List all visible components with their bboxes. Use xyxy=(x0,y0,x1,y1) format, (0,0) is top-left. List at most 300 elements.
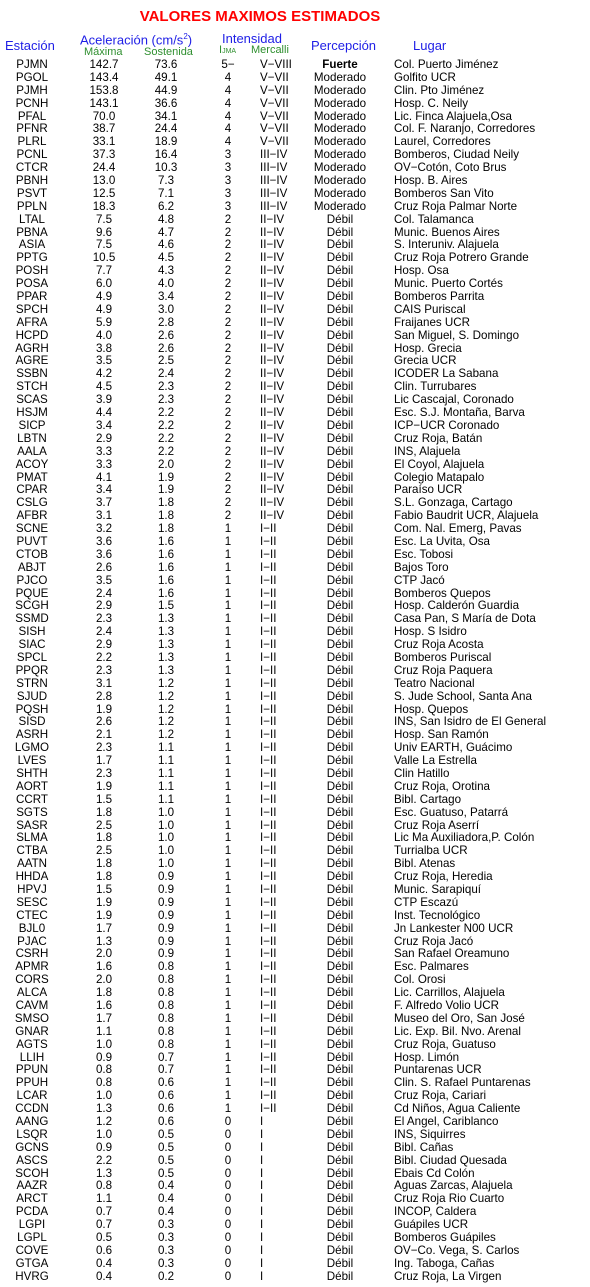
intensity-jma: 3 xyxy=(224,174,232,188)
location: Esc. S.J. Montaña, Barva xyxy=(394,406,525,420)
perception: Débil xyxy=(326,509,354,523)
station-code: PPUN xyxy=(15,1063,49,1077)
table-row xyxy=(0,575,590,588)
perception: Débil xyxy=(326,818,354,832)
intensity-mercalli: I−II xyxy=(260,818,277,832)
accel-sustained: 1.2 xyxy=(157,676,175,690)
intensity-mercalli: I−II xyxy=(260,857,277,871)
location: Col. Talamanca xyxy=(394,212,474,226)
accel-sustained: 0.4 xyxy=(157,1179,175,1193)
accel-sustained: 73.6 xyxy=(154,58,178,71)
intensity-jma: 1 xyxy=(224,599,232,613)
intensity-mercalli: I−II xyxy=(260,960,277,974)
location: Bibl. Cartago xyxy=(394,792,462,806)
intensity-jma: 1 xyxy=(224,895,232,909)
location: Munic. Puerto Cortés xyxy=(394,277,503,291)
location: Aguas Zarcas, Alajuela xyxy=(394,1179,513,1193)
intensity-mercalli: II−IV xyxy=(260,509,285,523)
intensity-jma: 1 xyxy=(224,921,232,935)
accel-max: 1.2 xyxy=(95,1115,113,1129)
table-row xyxy=(0,1271,590,1284)
intensity-jma: 1 xyxy=(224,947,232,961)
location: Hosp. Calderón Guardia xyxy=(394,599,520,613)
station-code: AFBR xyxy=(16,509,48,523)
table-row xyxy=(0,98,590,111)
station-table xyxy=(0,59,590,1284)
perception: Débil xyxy=(326,638,354,652)
intensity-mercalli: II−IV xyxy=(260,315,285,329)
station-code: PSVT xyxy=(16,186,48,200)
intensity-mercalli: I−II xyxy=(260,728,277,742)
subheader-ijma xyxy=(219,44,236,56)
station-code: SISH xyxy=(18,625,46,639)
intensity-mercalli: II−IV xyxy=(260,290,285,304)
station-code: SICP xyxy=(18,418,46,432)
location: Colegio Matapalo xyxy=(394,470,485,484)
accel-sustained: 1.6 xyxy=(157,560,175,574)
accel-sustained: 0.9 xyxy=(157,921,175,935)
location: Esc. Tobosi xyxy=(394,547,454,561)
intensity-mercalli: V−VII xyxy=(260,96,289,110)
accel-max: 2.5 xyxy=(95,818,113,832)
station-code: ASCS xyxy=(16,1153,48,1167)
table-row xyxy=(0,317,590,330)
station-code: CSLG xyxy=(16,496,48,510)
intensity-mercalli: I xyxy=(260,1218,264,1232)
location: CAIS Puriscal xyxy=(394,302,466,316)
accel-sustained: 0.5 xyxy=(157,1127,175,1141)
station-code: PBNH xyxy=(15,174,49,188)
perception: Débil xyxy=(326,212,354,226)
station-code: POSH xyxy=(15,264,49,278)
intensity-jma: 2 xyxy=(224,328,232,342)
intensity-jma: 1 xyxy=(224,1024,232,1038)
accel-max: 1.1 xyxy=(95,1024,113,1038)
perception: Débil xyxy=(326,238,354,252)
perception: Moderado xyxy=(313,186,367,200)
table-row xyxy=(0,536,590,549)
perception: Débil xyxy=(326,741,354,755)
accel-sustained: 6.2 xyxy=(157,199,175,213)
perception: Débil xyxy=(326,857,354,871)
table-row xyxy=(0,433,590,446)
station-code: PJMH xyxy=(16,83,48,97)
subheader-sostenida: Sostenida xyxy=(144,46,193,58)
accel-max: 2.2 xyxy=(95,1153,113,1167)
accel-sustained: 0.8 xyxy=(157,973,175,987)
accel-max: 1.8 xyxy=(95,805,113,819)
table-row xyxy=(0,459,590,472)
intensity-jma: 1 xyxy=(224,754,232,768)
table-row xyxy=(0,871,590,884)
accel-max: 4.5 xyxy=(95,380,113,394)
table-row xyxy=(0,716,590,729)
intensity-jma: 0 xyxy=(224,1231,232,1245)
table-row xyxy=(0,446,590,459)
accel-max: 37.3 xyxy=(92,148,116,162)
station-code: PGOL xyxy=(15,70,49,84)
accel-max: 1.1 xyxy=(95,1192,113,1206)
station-code: AATN xyxy=(16,857,48,871)
location: S.L. Gonzaga, Cartago xyxy=(394,496,513,510)
intensity-jma: 1 xyxy=(224,1089,232,1103)
accel-sustained: 0.6 xyxy=(157,1076,175,1090)
intensity-mercalli: I−II xyxy=(260,947,277,961)
accel-max: 6.0 xyxy=(95,277,113,291)
perception: Débil xyxy=(326,406,354,420)
perception: Débil xyxy=(326,921,354,935)
station-code: ASRH xyxy=(15,728,49,742)
table-row xyxy=(0,1155,590,1168)
intensity-mercalli: II−IV xyxy=(260,418,285,432)
intensity-jma: 2 xyxy=(224,496,232,510)
accel-max: 0.6 xyxy=(95,1243,113,1257)
location: ICODER La Sabana xyxy=(394,367,499,381)
intensity-jma: 1 xyxy=(224,650,232,664)
accel-max: 3.1 xyxy=(95,676,113,690)
subheader-maxima: Máxima xyxy=(84,46,123,58)
intensity-mercalli: II−IV xyxy=(260,341,285,355)
station-code: LCAR xyxy=(16,1089,48,1103)
accel-sustained: 1.0 xyxy=(157,857,175,871)
intensity-jma: 2 xyxy=(224,483,232,497)
table-row xyxy=(0,1219,590,1232)
header-aceleracion-exponent: 2 xyxy=(183,32,188,41)
accel-max: 1.8 xyxy=(95,831,113,845)
intensity-jma: 1 xyxy=(224,534,232,548)
intensity-jma: 0 xyxy=(224,1218,232,1232)
intensity-jma: 1 xyxy=(224,522,232,536)
intensity-mercalli: III−IV xyxy=(260,174,288,188)
location: Ing. Taboga, Cañas xyxy=(394,1256,495,1270)
accel-sustained: 4.7 xyxy=(157,225,175,239)
intensity-jma: 0 xyxy=(224,1205,232,1219)
intensity-jma: 1 xyxy=(224,638,232,652)
accel-max: 2.2 xyxy=(95,650,113,664)
location: Bomberos Puriscal xyxy=(394,650,492,664)
location: Bajos Toro xyxy=(394,560,449,574)
intensity-jma: 1 xyxy=(224,779,232,793)
station-code: CCDN xyxy=(15,1102,49,1116)
intensity-mercalli: I xyxy=(260,1269,264,1283)
station-code: AAZR xyxy=(16,1179,48,1193)
accel-sustained: 0.4 xyxy=(157,1205,175,1219)
location: Col. F. Naranjo, Corredores xyxy=(394,122,536,136)
intensity-mercalli: II−IV xyxy=(260,431,285,445)
perception: Moderado xyxy=(313,174,367,188)
intensity-mercalli: II−IV xyxy=(260,496,285,510)
accel-sustained: 1.2 xyxy=(157,715,175,729)
station-code: SMSO xyxy=(14,1011,50,1025)
accel-sustained: 0.4 xyxy=(157,1192,175,1206)
intensity-jma: 1 xyxy=(224,728,232,742)
perception: Débil xyxy=(326,522,354,536)
perception: Débil xyxy=(326,380,354,394)
accel-sustained: 1.9 xyxy=(157,470,175,484)
accel-sustained: 2.2 xyxy=(157,444,175,458)
accel-sustained: 1.2 xyxy=(157,702,175,716)
location: Lic. Finca Alajuela,Osa xyxy=(394,109,512,123)
location: Clin. S. Rafael Puntarenas xyxy=(394,1076,531,1090)
perception: Débil xyxy=(326,1037,354,1051)
accel-max: 4.0 xyxy=(95,328,113,342)
location: Bibl. Ciudad Quesada xyxy=(394,1153,507,1167)
location: Cruz Roja Paquera xyxy=(394,663,493,677)
location: ICP−UCR Coronado xyxy=(394,418,500,432)
intensity-mercalli: V−VII xyxy=(260,83,289,97)
perception: Débil xyxy=(326,986,354,1000)
header-aceleracion-close: ) xyxy=(187,32,193,48)
accel-max: 3.8 xyxy=(95,341,113,355)
location: Puntarenas UCR xyxy=(394,1063,482,1077)
perception: Moderado xyxy=(313,161,367,175)
intensity-mercalli: III−IV xyxy=(260,199,288,213)
intensity-mercalli: II−IV xyxy=(260,444,285,458)
intensity-jma: 0 xyxy=(224,1269,232,1283)
accel-max: 2.8 xyxy=(95,689,113,703)
accel-sustained: 0.8 xyxy=(157,1011,175,1025)
perception: Débil xyxy=(326,960,354,974)
accel-sustained: 2.5 xyxy=(157,354,175,368)
intensity-jma: 1 xyxy=(224,625,232,639)
intensity-mercalli: I−II xyxy=(260,715,277,729)
location: Hosp. Grecia xyxy=(394,341,462,355)
perception: Débil xyxy=(326,483,354,497)
location: Paraíso UCR xyxy=(394,483,463,497)
location: Hosp. Limón xyxy=(394,1050,460,1064)
location: Cruz Roja Palmar Norte xyxy=(394,199,518,213)
accel-max: 33.1 xyxy=(92,135,116,149)
accel-max: 0.8 xyxy=(95,1076,113,1090)
table-row xyxy=(0,768,590,781)
accel-sustained: 1.8 xyxy=(157,509,175,523)
intensity-mercalli: II−IV xyxy=(260,328,285,342)
accel-max: 4.4 xyxy=(95,406,113,420)
location: Cruz Roja, Orotina xyxy=(394,779,491,793)
intensity-mercalli: I−II xyxy=(260,1089,277,1103)
table-row xyxy=(0,472,590,485)
table-row xyxy=(0,1193,590,1206)
perception: Débil xyxy=(326,650,354,664)
accel-max: 2.1 xyxy=(95,728,113,742)
accel-sustained: 1.5 xyxy=(157,599,175,613)
accel-max: 0.9 xyxy=(95,1050,113,1064)
accel-sustained: 1.6 xyxy=(157,534,175,548)
intensity-jma: 2 xyxy=(224,251,232,265)
accel-max: 1.5 xyxy=(95,792,113,806)
accel-sustained: 4.5 xyxy=(157,251,175,265)
table-row xyxy=(0,781,590,794)
intensity-jma: 1 xyxy=(224,573,232,587)
accel-sustained: 2.4 xyxy=(157,367,175,381)
location: Turrialba UCR xyxy=(394,844,468,858)
table-row xyxy=(0,1206,590,1219)
intensity-mercalli: I−II xyxy=(260,908,277,922)
station-code: PPLN xyxy=(16,199,48,213)
perception: Débil xyxy=(326,728,354,742)
intensity-jma: 3 xyxy=(224,186,232,200)
accel-max: 2.6 xyxy=(95,560,113,574)
intensity-jma: 1 xyxy=(224,818,232,832)
location: Cruz Roja, Guatuso xyxy=(394,1037,496,1051)
accel-sustained: 0.9 xyxy=(157,908,175,922)
intensity-mercalli: V−VII xyxy=(260,70,289,84)
intensity-mercalli: I−II xyxy=(260,831,277,845)
intensity-jma: 1 xyxy=(224,689,232,703)
accel-max: 3.3 xyxy=(95,444,113,458)
intensity-jma: 1 xyxy=(224,960,232,974)
location: Munic. Sarapiquí xyxy=(394,883,481,896)
intensity-jma: 2 xyxy=(224,302,232,316)
perception: Débil xyxy=(326,895,354,909)
station-code: SIAC xyxy=(18,638,46,652)
location: Grecia UCR xyxy=(394,354,457,368)
accel-sustained: 1.0 xyxy=(157,805,175,819)
perception: Débil xyxy=(326,625,354,639)
location: Valle La Estrella xyxy=(394,754,477,768)
perception: Débil xyxy=(326,367,354,381)
station-code: CSRH xyxy=(15,947,49,961)
intensity-jma: 1 xyxy=(224,999,232,1013)
table-row xyxy=(0,832,590,845)
intensity-jma: 1 xyxy=(224,715,232,729)
intensity-mercalli: I−II xyxy=(260,754,277,768)
table-row xyxy=(0,1026,590,1039)
location: Bibl. Atenas xyxy=(394,857,456,871)
station-code: CTEC xyxy=(16,908,48,922)
table-row xyxy=(0,742,590,755)
table-row xyxy=(0,755,590,768)
intensity-mercalli: II−IV xyxy=(260,470,285,484)
perception: Débil xyxy=(326,264,354,278)
table-row xyxy=(0,1116,590,1129)
location: CTP Jacó xyxy=(394,573,445,587)
accel-sustained: 0.6 xyxy=(157,1102,175,1116)
perception: Débil xyxy=(326,1115,354,1129)
location: Golfito UCR xyxy=(394,70,456,84)
perception: Débil xyxy=(326,883,354,896)
station-code: PUVT xyxy=(16,534,48,548)
accel-max: 3.6 xyxy=(95,547,113,561)
intensity-mercalli: II−IV xyxy=(260,238,285,252)
location: Lic Ma Auxiliadora,P. Colón xyxy=(394,831,535,845)
station-code: ARCT xyxy=(16,1192,48,1206)
accel-max: 1.7 xyxy=(95,754,113,768)
intensity-mercalli: I−II xyxy=(260,779,277,793)
station-code: SGTS xyxy=(16,805,48,819)
station-code: CCRT xyxy=(16,792,48,806)
intensity-jma: 2 xyxy=(224,470,232,484)
table-row xyxy=(0,291,590,304)
perception: Débil xyxy=(326,1192,354,1206)
intensity-mercalli: I−II xyxy=(260,934,277,948)
accel-max: 1.9 xyxy=(95,908,113,922)
accel-sustained: 36.6 xyxy=(154,96,178,110)
station-code: LGPL xyxy=(17,1231,47,1245)
station-code: LGMO xyxy=(14,741,50,755)
table-row xyxy=(0,652,590,665)
intensity-mercalli: I−II xyxy=(260,1076,277,1090)
intensity-mercalli: II−IV xyxy=(260,277,285,291)
perception: Débil xyxy=(326,290,354,304)
location: CTP Escazú xyxy=(394,895,459,909)
intensity-mercalli: I xyxy=(260,1179,264,1193)
intensity-mercalli: III−IV xyxy=(260,186,288,200)
location: Cruz Roja Aserrí xyxy=(394,818,480,832)
table-row xyxy=(0,910,590,923)
station-code: PPAR xyxy=(16,290,48,304)
location: Hosp. C. Neily xyxy=(394,96,469,110)
location: Guápiles UCR xyxy=(394,1218,469,1232)
accel-sustained: 1.2 xyxy=(157,689,175,703)
perception: Débil xyxy=(326,560,354,574)
intensity-mercalli: I−II xyxy=(260,973,277,987)
location: Cruz Roja Rio Cuarto xyxy=(394,1192,505,1206)
intensity-jma: 1 xyxy=(224,702,232,716)
intensity-mercalli: I−II xyxy=(260,1011,277,1025)
location: Cruz Roja Jacó xyxy=(394,934,474,948)
intensity-jma: 1 xyxy=(224,831,232,845)
location: Hosp. Quepos xyxy=(394,702,469,716)
table-row xyxy=(0,59,590,72)
table-row xyxy=(0,1013,590,1026)
table-row xyxy=(0,1039,590,1052)
accel-sustained: 0.3 xyxy=(157,1256,175,1270)
subheader-ijma-letter: I xyxy=(219,44,223,56)
perception: Débil xyxy=(326,1076,354,1090)
accel-max: 18.3 xyxy=(92,199,116,213)
accel-max: 2.9 xyxy=(95,599,113,613)
subheader-ijma-subscript: JMA xyxy=(222,48,237,55)
station-code: SISD xyxy=(18,715,46,729)
accel-sustained: 0.6 xyxy=(157,1089,175,1103)
intensity-mercalli: I−II xyxy=(260,766,277,780)
table-row xyxy=(0,355,590,368)
intensity-jma: 1 xyxy=(224,547,232,561)
perception: Débil xyxy=(326,225,354,239)
accel-sustained: 0.9 xyxy=(157,934,175,948)
accel-sustained: 24.4 xyxy=(154,122,178,136)
station-code: SHTH xyxy=(16,766,48,780)
accel-max: 0.8 xyxy=(95,1063,113,1077)
intensity-mercalli: I−II xyxy=(260,612,277,626)
intensity-jma: 3 xyxy=(224,148,232,162)
station-code: SCNE xyxy=(15,522,49,536)
accel-max: 1.7 xyxy=(95,1011,113,1025)
intensity-mercalli: I xyxy=(260,1153,264,1167)
accel-max: 0.7 xyxy=(95,1218,113,1232)
intensity-mercalli: I xyxy=(260,1231,264,1245)
accel-sustained: 10.3 xyxy=(154,161,178,175)
accel-max: 0.4 xyxy=(95,1256,113,1270)
accel-sustained: 0.8 xyxy=(157,986,175,1000)
intensity-jma: 2 xyxy=(224,509,232,523)
intensity-mercalli: I xyxy=(260,1140,264,1154)
accel-sustained: 1.8 xyxy=(157,522,175,536)
accel-sustained: 0.5 xyxy=(157,1140,175,1154)
accel-max: 1.6 xyxy=(95,999,113,1013)
perception: Débil xyxy=(326,715,354,729)
perception: Débil xyxy=(326,1256,354,1270)
accel-sustained: 0.7 xyxy=(157,1050,175,1064)
station-code: SASR xyxy=(16,818,48,832)
intensity-jma: 1 xyxy=(224,857,232,871)
location: El Coyol, Alajuela xyxy=(394,457,485,471)
perception: Débil xyxy=(326,870,354,884)
perception: Moderado xyxy=(313,96,367,110)
intensity-mercalli: V−VII xyxy=(260,109,289,123)
accel-max: 24.4 xyxy=(92,161,116,175)
